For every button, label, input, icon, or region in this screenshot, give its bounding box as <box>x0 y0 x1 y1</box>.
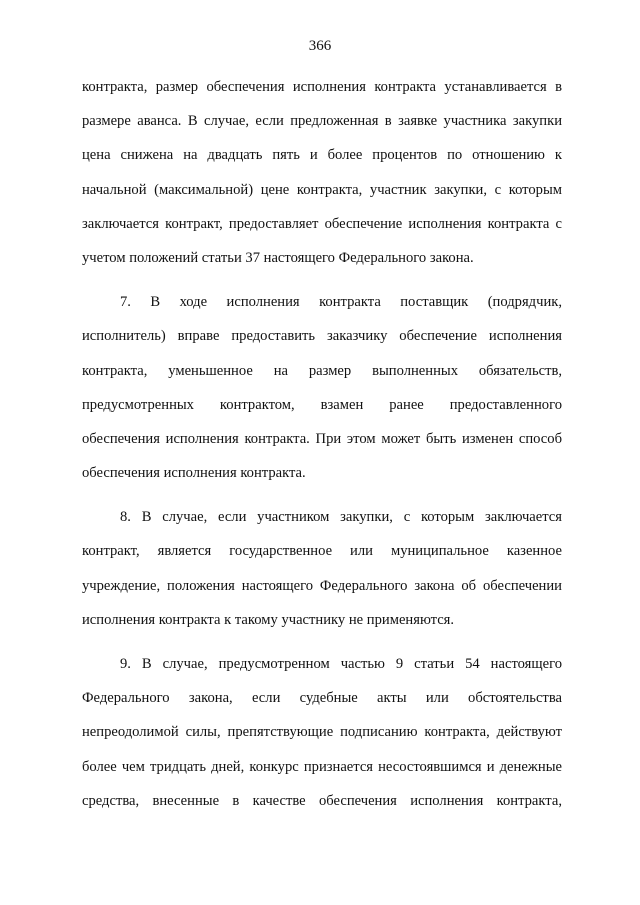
document-body <box>82 70 562 818</box>
text-line: 9. В случае, предусмотренном частью 9 статьи 54 настоящего <box>120 656 562 672</box>
paragraph-7 <box>82 285 562 490</box>
text-line: обеспечения исполнения контракта. <box>82 465 306 482</box>
text-line: размере аванса. В случае, если предложенная в заявке участника закупки <box>82 113 562 130</box>
text-line: заключается контракт, предоставляет обеспечение исполнения контракта с <box>82 215 562 232</box>
text-line: предусмотренных контрактом, взамен ранее предоставленного <box>82 396 562 413</box>
paragraph-6-continuation <box>82 70 562 275</box>
text-line: цена снижена на двадцать пять и более процентов по отношению к <box>82 147 562 164</box>
text-line: Федерального закона, если судебные акты или обстоятельства <box>82 690 562 707</box>
text-line: обеспечения исполнения контракта. При этом может быть изменен способ <box>82 430 562 447</box>
text-line: контракта, размер обеспечения исполнения контракта устанавливается в <box>82 79 562 95</box>
text-line: начальной (максимальной) цене контракта, участник закупки, с которым <box>82 181 562 198</box>
text-line: исполнения контракта к такому участнику не применяются. <box>82 611 455 628</box>
text-line: контракта, уменьшенное на размер выполненных обязательств, <box>82 362 562 379</box>
text-line: учреждение, положения настоящего Федерального закона об обеспечении <box>82 577 562 594</box>
text-line: непреодолимой силы, препятствующие подписанию контракта, действуют <box>82 724 562 741</box>
text-line: более чем тридцать дней, конкурс признается несостоявшимся и денежные <box>82 758 562 775</box>
page-number: 366 <box>308 38 332 54</box>
text-line: 8. В случае, если участником закупки, с которым заключается <box>120 509 562 526</box>
paragraph-8 <box>82 500 562 637</box>
text-line: 7. В ходе исполнения контракта поставщик (подрядчик, <box>120 294 562 311</box>
paragraph-9 <box>82 647 562 818</box>
text-line: контракт, является государственное или муниципальное казенное <box>82 543 562 560</box>
text-line: средства, внесенные в качестве обеспечения исполнения контракта, <box>82 792 562 809</box>
text-line: исполнитель) вправе предоставить заказчику обеспечение исполнения <box>82 328 562 345</box>
text-line: учетом положений статьи 37 настоящего Федерального закона. <box>82 249 474 266</box>
